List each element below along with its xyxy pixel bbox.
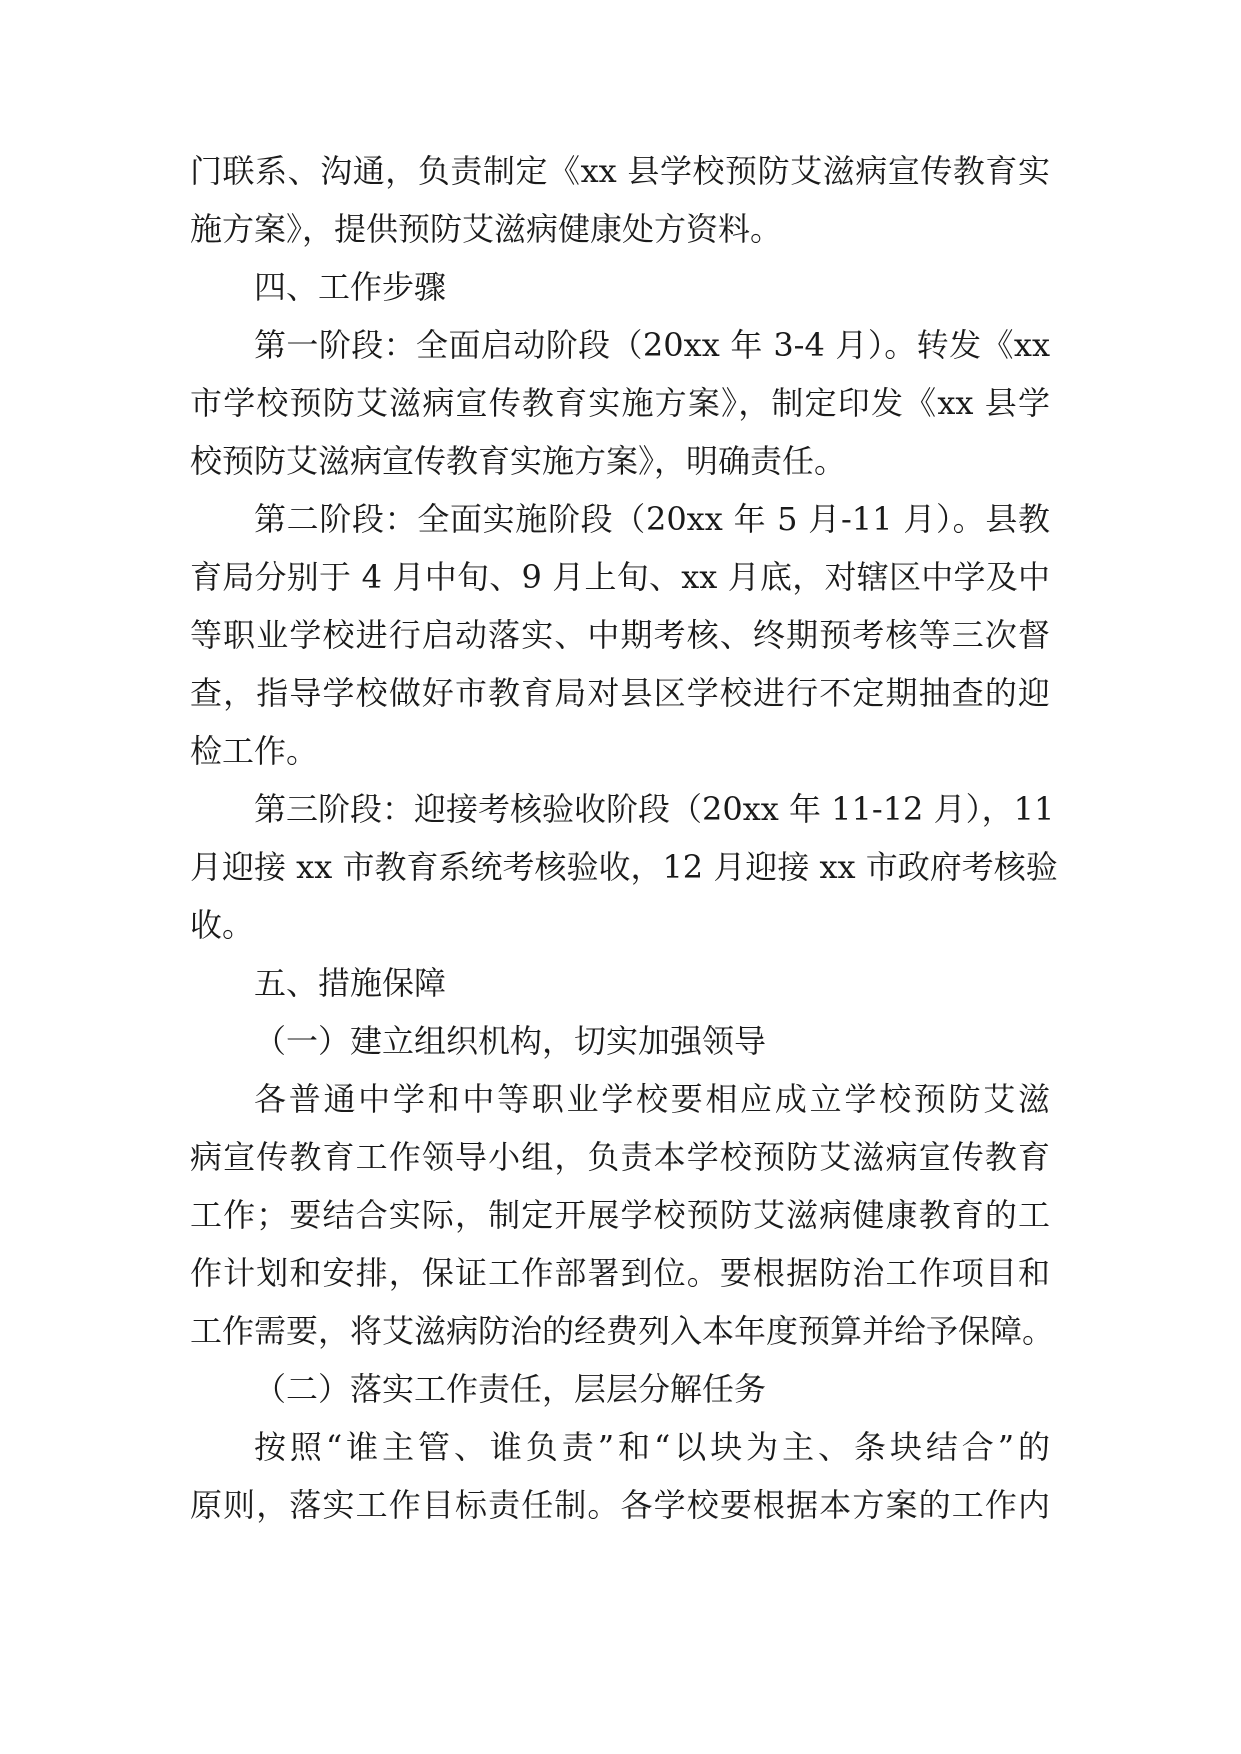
paragraph-line: 校预防艾滋病宣传教育实施方案》，明确责任。	[190, 442, 847, 480]
paragraph-line: 育局分别于 4 月中旬、9 月上旬、xx 月底，对辖区中学及中	[190, 558, 1050, 596]
paragraph-line: 施方案》，提供预防艾滋病健康处方资料。	[190, 210, 783, 248]
paragraph-line: 第一阶段：全面启动阶段（20xx 年 3-4 月）。转发《xx	[254, 326, 1050, 364]
paragraph-line: 检工作。	[190, 732, 319, 770]
paragraph-line: 各普通中学和中等职业学校要相应成立学校预防艾滋	[254, 1080, 1050, 1118]
paragraph-line: 工作需要，将艾滋病防治的经费列入本年度预算并给予保障。	[190, 1312, 1055, 1350]
paragraph-line: 按照“谁主管、谁负责”和“以块为主、条块结合”的	[254, 1428, 1050, 1466]
subsection-heading: （二）落实工作责任，层层分解任务	[254, 1370, 767, 1408]
paragraph-line: 作计划和安排，保证工作部署到位。要根据防治工作项目和	[190, 1254, 1050, 1292]
section-heading: 四、工作步骤	[254, 268, 447, 306]
paragraph-line: 工作；要结合实际，制定开展学校预防艾滋病健康教育的工	[190, 1196, 1050, 1234]
paragraph-line: 月迎接 xx 市教育系统考核验收，12 月迎接 xx 市政府考核验	[190, 848, 1058, 886]
paragraph-line: 门联系、沟通，负责制定《xx 县学校预防艾滋病宣传教育实	[190, 152, 1050, 190]
paragraph-line: 第二阶段：全面实施阶段（20xx 年 5 月-11 月）。县教	[254, 500, 1050, 538]
paragraph-line: 收。	[190, 906, 255, 944]
paragraph-line: 查，指导学校做好市教育局对县区学校进行不定期抽查的迎	[190, 674, 1050, 712]
paragraph-line: 病宣传教育工作领导小组，负责本学校预防艾滋病宣传教育	[190, 1138, 1050, 1176]
paragraph-line: 原则，落实工作目标责任制。各学校要根据本方案的工作内	[190, 1486, 1050, 1524]
paragraph-line: 市学校预防艾滋病宣传教育实施方案》，制定印发《xx 县学	[190, 384, 1050, 422]
paragraph-line: 等职业学校进行启动落实、中期考核、终期预考核等三次督	[190, 616, 1050, 654]
section-heading: 五、措施保障	[254, 964, 447, 1002]
paragraph-line: 第三阶段：迎接考核验收阶段（20xx 年 11-12 月），11	[254, 790, 1055, 828]
subsection-heading: （一）建立组织机构，切实加强领导	[254, 1022, 767, 1060]
